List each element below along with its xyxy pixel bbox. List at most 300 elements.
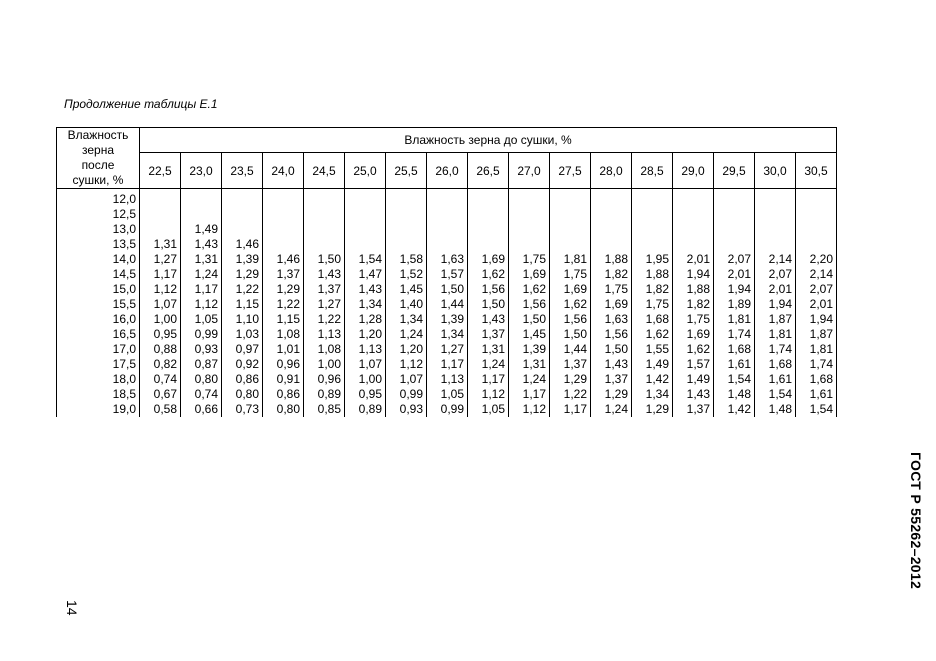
table-cell [550,236,591,251]
table-cell [345,189,386,207]
table-cell [714,236,755,251]
header-row-columns [57,153,837,189]
table-cell: 1,00 [304,356,345,371]
table-cell [304,236,345,251]
corner-header [57,128,140,189]
table-cell: 1,63 [427,251,468,266]
table-cell: 1,56 [509,296,550,311]
table-cell [591,189,632,207]
table-cell: 1,17 [468,371,509,386]
table-cell [796,206,837,221]
table-cell: 1,62 [550,296,591,311]
table-cell: 1,52 [386,266,427,281]
table-cell: 1,68 [796,371,837,386]
table-cell: 1,89 [714,296,755,311]
table-cell: 1,50 [304,251,345,266]
table-cell: 1,34 [632,386,673,401]
table-cell: 1,75 [509,251,550,266]
table-cell: 0,85 [304,401,345,417]
table-cell: 0,82 [140,356,181,371]
table-cell [714,221,755,236]
table-cell [386,189,427,207]
table-cell: 1,20 [386,341,427,356]
table-cell: 1,29 [632,401,673,417]
table-cell: 0,66 [181,401,222,417]
table-cell: 1,27 [427,341,468,356]
table-cell: 1,94 [755,296,796,311]
table-cell: 1,81 [755,326,796,341]
table-cell [345,206,386,221]
table-cell: 2,07 [755,266,796,281]
table-cell: 1,50 [468,296,509,311]
column-header: 25,0 [345,153,386,189]
table-cell [673,236,714,251]
table-cell: 1,88 [673,281,714,296]
table-cell: 1,94 [673,266,714,281]
table-cell: 1,48 [714,386,755,401]
table-cell: 1,94 [796,311,837,326]
table-cell: 0,74 [181,386,222,401]
table-row [57,401,837,417]
table-cell: 1,69 [550,281,591,296]
table-cell [386,236,427,251]
table-cell [632,221,673,236]
table-cell: 1,37 [468,326,509,341]
table-cell: 1,49 [181,221,222,236]
column-header: 23,5 [222,153,263,189]
table-cell: 1,88 [591,251,632,266]
table-cell: 0,87 [181,356,222,371]
row-label: 16,0 [57,311,140,326]
row-label: 13,5 [57,236,140,251]
table-cell: 1,22 [222,281,263,296]
table-cell: 0,80 [222,386,263,401]
table-cell [755,221,796,236]
table-caption: Продолжение таблицы Е.1 [64,97,218,111]
table-cell: 1,29 [591,386,632,401]
table-cell: 1,49 [632,356,673,371]
table-cell: 1,68 [714,341,755,356]
row-label: 15,5 [57,296,140,311]
table-cell [632,189,673,207]
column-header: 25,5 [386,153,427,189]
table-cell: 1,24 [386,326,427,341]
table-cell [673,189,714,207]
table-cell: 0,95 [140,326,181,341]
table-cell: 1,22 [263,296,304,311]
table-cell: 1,46 [222,236,263,251]
table-cell: 1,69 [591,296,632,311]
table-cell [714,189,755,207]
table-cell: 1,87 [796,326,837,341]
table-cell: 2,01 [796,296,837,311]
table-cell [140,206,181,221]
table-cell: 1,82 [591,266,632,281]
table-cell: 2,01 [755,281,796,296]
column-header: 30,5 [796,153,837,189]
table-cell [673,221,714,236]
table-cell: 1,40 [386,296,427,311]
table-row [57,189,837,207]
table-cell [345,221,386,236]
table-cell: 1,08 [263,326,304,341]
table-cell [714,206,755,221]
table-cell [263,206,304,221]
column-header: 22,5 [140,153,181,189]
table-cell: 1,07 [386,371,427,386]
table-cell: 1,31 [468,341,509,356]
table-cell: 1,17 [509,386,550,401]
table-cell: 1,08 [304,341,345,356]
table-cell [222,189,263,207]
table-cell: 1,42 [714,401,755,417]
table-cell: 1,29 [263,281,304,296]
table-cell: 1,43 [468,311,509,326]
table-cell: 2,20 [796,251,837,266]
table-cell: 0,99 [427,401,468,417]
table-cell: 1,31 [181,251,222,266]
table-cell: 1,50 [550,326,591,341]
table-cell: 0,89 [345,401,386,417]
table-cell: 1,17 [550,401,591,417]
table-cell [755,236,796,251]
table-cell [427,236,468,251]
table-cell: 1,61 [714,356,755,371]
table-cell: 0,91 [263,371,304,386]
table-row [57,281,837,296]
row-label: 19,0 [57,401,140,417]
table-row [57,311,837,326]
table-cell [591,236,632,251]
table-cell: 1,17 [181,281,222,296]
corner-line: зерна [81,143,114,157]
column-header: 23,0 [181,153,222,189]
table-cell [755,189,796,207]
table-cell: 1,62 [673,341,714,356]
corner-line: Влажность [67,128,129,142]
table-cell: 1,13 [427,371,468,386]
table-cell: 1,15 [263,311,304,326]
table-cell: 1,74 [714,326,755,341]
table-cell: 1,44 [427,296,468,311]
column-header: 29,5 [714,153,755,189]
table-cell: 0,86 [263,386,304,401]
table-cell: 1,12 [181,296,222,311]
table-cell: 1,24 [509,371,550,386]
column-header: 24,5 [304,153,345,189]
table-row [57,371,837,386]
table-cell: 1,50 [427,281,468,296]
table-cell: 1,43 [304,266,345,281]
table-cell: 1,95 [632,251,673,266]
table-cell [222,221,263,236]
table-cell [509,236,550,251]
table-cell: 1,75 [550,266,591,281]
table-cell [509,206,550,221]
table-cell: 1,37 [550,356,591,371]
row-label: 13,0 [57,221,140,236]
table-cell [468,206,509,221]
table-cell: 1,12 [386,356,427,371]
table-cell: 0,96 [263,356,304,371]
table-cell [222,206,263,221]
page-number: 14 [64,600,80,616]
table-cell: 1,88 [632,266,673,281]
table-cell: 1,74 [755,341,796,356]
table-cell: 0,80 [263,401,304,417]
row-label: 17,5 [57,356,140,371]
table-cell: 1,68 [755,356,796,371]
table-cell [386,221,427,236]
table-cell: 1,63 [591,311,632,326]
table-cell: 0,89 [304,386,345,401]
table-cell: 2,01 [673,251,714,266]
table-cell: 1,56 [468,281,509,296]
table-cell [591,221,632,236]
table-cell: 1,75 [632,296,673,311]
table-cell: 1,13 [304,326,345,341]
table-cell: 1,29 [550,371,591,386]
group-header: Влажность зерна до сушки, % [140,128,837,153]
table-cell: 1,56 [550,311,591,326]
table-cell: 0,99 [386,386,427,401]
table-cell: 1,43 [673,386,714,401]
table-cell [140,221,181,236]
table-cell [345,236,386,251]
table-cell: 0,58 [140,401,181,417]
table-cell: 1,10 [222,311,263,326]
table-cell: 1,43 [181,236,222,251]
table-cell: 1,69 [509,266,550,281]
table-row [57,251,837,266]
table-cell: 1,56 [591,326,632,341]
row-label: 17,0 [57,341,140,356]
table-cell [796,221,837,236]
table-cell: 1,12 [468,386,509,401]
table-cell [140,189,181,207]
table-cell: 1,22 [550,386,591,401]
table-cell: 1,00 [345,371,386,386]
table-row [57,341,837,356]
table-cell: 1,07 [345,356,386,371]
corner-line: после [81,158,115,172]
table-row [57,356,837,371]
table-cell: 1,24 [591,401,632,417]
table-cell: 1,29 [222,266,263,281]
column-header: 28,0 [591,153,632,189]
table-cell [468,221,509,236]
table-cell [263,189,304,207]
table-cell: 1,69 [673,326,714,341]
row-label: 14,5 [57,266,140,281]
table-cell: 0,92 [222,356,263,371]
table-cell [550,206,591,221]
table-cell: 2,01 [714,266,755,281]
table-cell: 1,62 [632,326,673,341]
grain-moisture-table [56,127,837,417]
column-header: 26,5 [468,153,509,189]
table-cell [550,189,591,207]
table-cell: 0,93 [386,401,427,417]
table-cell: 0,95 [345,386,386,401]
table-cell: 0,96 [304,371,345,386]
header-row-group [57,128,837,153]
table-row [57,326,837,341]
column-header: 28,5 [632,153,673,189]
table-cell: 1,81 [796,341,837,356]
table-cell: 1,12 [140,281,181,296]
table-cell: 1,05 [468,401,509,417]
table-cell: 0,73 [222,401,263,417]
table-cell: 0,88 [140,341,181,356]
column-header: 27,0 [509,153,550,189]
table-cell: 1,07 [140,296,181,311]
table-cell: 1,34 [386,311,427,326]
table-cell [632,236,673,251]
table-row [57,266,837,281]
table-cell: 1,24 [468,356,509,371]
table-cell: 1,47 [345,266,386,281]
table-cell: 1,42 [632,371,673,386]
row-label: 16,5 [57,326,140,341]
table-cell: 1,43 [345,281,386,296]
table-cell: 1,69 [468,251,509,266]
table-cell: 0,99 [181,326,222,341]
table-cell: 1,39 [427,311,468,326]
table-cell [468,189,509,207]
table-cell: 1,68 [632,311,673,326]
table-cell [796,189,837,207]
document-code: ГОСТ Р 55262–2012 [908,452,924,590]
table-cell: 1,31 [509,356,550,371]
table-cell: 1,75 [591,281,632,296]
table-cell [304,206,345,221]
table-cell: 1,48 [755,401,796,417]
table-cell: 0,86 [222,371,263,386]
table-cell: 1,57 [673,356,714,371]
table-cell: 1,45 [386,281,427,296]
table-row [57,296,837,311]
table-cell: 2,14 [755,251,796,266]
table-cell: 1,75 [673,311,714,326]
table-cell: 1,62 [468,266,509,281]
table-cell [263,221,304,236]
table-cell [755,206,796,221]
table-cell: 1,31 [140,236,181,251]
row-label: 12,5 [57,206,140,221]
table-cell: 1,39 [509,341,550,356]
corner-line: сушки, % [72,173,124,187]
row-label: 14,0 [57,251,140,266]
table-cell: 2,14 [796,266,837,281]
table-cell [509,221,550,236]
table-cell [591,206,632,221]
table-cell [550,221,591,236]
table-cell: 1,27 [304,296,345,311]
table-cell [427,189,468,207]
table-row [57,221,837,236]
table-cell: 1,28 [345,311,386,326]
table-cell: 1,58 [386,251,427,266]
table-cell: 2,07 [714,251,755,266]
table-cell: 1,61 [796,386,837,401]
table-cell: 1,74 [796,356,837,371]
table-cell: 1,81 [714,311,755,326]
column-header: 24,0 [263,153,304,189]
table-cell: 1,34 [345,296,386,311]
table-cell [304,221,345,236]
column-header: 26,0 [427,153,468,189]
row-label: 18,0 [57,371,140,386]
table-row [57,236,837,251]
column-header: 29,0 [673,153,714,189]
table-cell: 1,13 [345,341,386,356]
table-cell: 1,61 [755,371,796,386]
table-cell: 1,54 [345,251,386,266]
table-cell: 1,50 [591,341,632,356]
table-cell [632,206,673,221]
table-cell: 1,00 [140,311,181,326]
row-label: 12,0 [57,189,140,207]
table-cell: 1,44 [550,341,591,356]
table-cell: 1,82 [673,296,714,311]
table-cell [304,189,345,207]
table-cell [181,206,222,221]
table-cell: 1,24 [181,266,222,281]
table-cell: 1,05 [181,311,222,326]
table-cell [181,189,222,207]
table-cell: 1,49 [673,371,714,386]
table-cell: 1,03 [222,326,263,341]
table-cell: 1,82 [632,281,673,296]
table-cell [796,236,837,251]
table-cell: 1,46 [263,251,304,266]
table-cell: 0,67 [140,386,181,401]
table-cell [386,206,427,221]
table-cell: 1,62 [509,281,550,296]
table-cell: 1,54 [755,386,796,401]
table-cell [509,189,550,207]
table-row [57,206,837,221]
table-cell: 1,81 [550,251,591,266]
table-cell: 1,39 [222,251,263,266]
table-cell [427,221,468,236]
table-cell: 0,97 [222,341,263,356]
table-cell: 1,20 [345,326,386,341]
table-row [57,386,837,401]
table-body [57,189,837,418]
table-cell: 1,17 [140,266,181,281]
row-label: 18,5 [57,386,140,401]
table-cell: 1,43 [591,356,632,371]
table-cell: 1,45 [509,326,550,341]
table-cell: 1,87 [755,311,796,326]
table-cell: 1,37 [263,266,304,281]
table-cell: 0,80 [181,371,222,386]
table-cell [673,206,714,221]
table-cell: 0,74 [140,371,181,386]
table-cell: 1,05 [427,386,468,401]
table-cell: 1,22 [304,311,345,326]
table-cell: 1,54 [796,401,837,417]
table-cell: 1,15 [222,296,263,311]
table-cell: 1,12 [509,401,550,417]
table-cell [263,236,304,251]
column-header: 30,0 [755,153,796,189]
table-cell: 1,54 [714,371,755,386]
table-cell: 1,34 [427,326,468,341]
table-cell: 1,37 [673,401,714,417]
